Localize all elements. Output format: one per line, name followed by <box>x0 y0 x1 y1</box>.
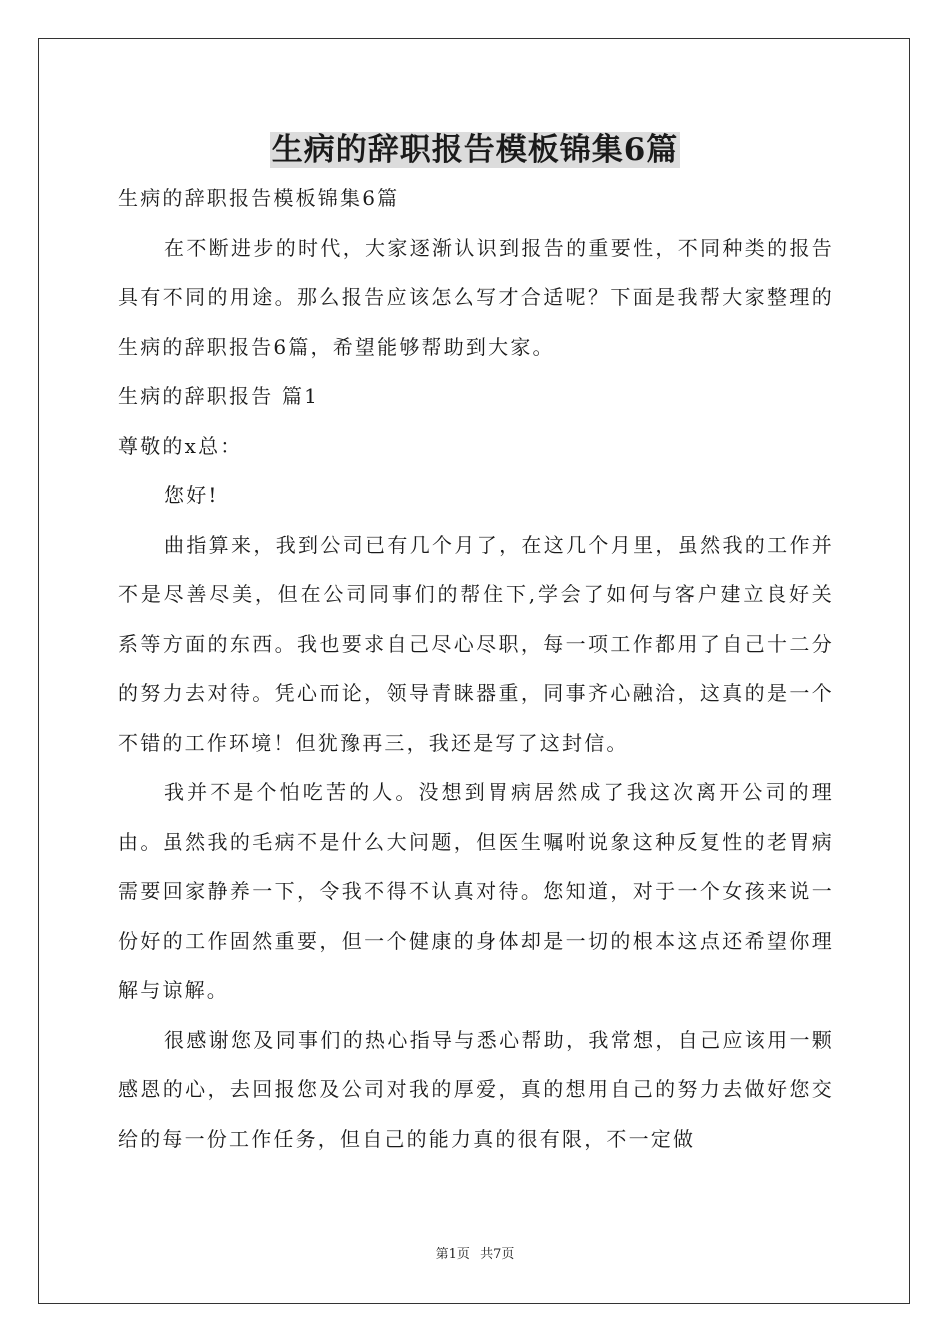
paragraph: 生病的辞职报告 篇1 <box>118 384 320 408</box>
paragraph: 曲指算来，我到公司已有几个月了，在这几个月里，虽然我的工作并不是尽善尽美，但在公司同事们的帮住下,学会了如何与客户建立良好关系等方面的东西。我也要求自己尽心尽职，每一项工作都用了自己十二分的努力去对待。凭心而论，领导青睐器重，同事齐心融洽，这真的是一个不错的工作环境！但犹豫再三，我还是写了这封信。 <box>118 532 834 755</box>
paragraph: 您好! <box>164 483 219 507</box>
page-footer <box>0 1246 950 1264</box>
paragraph: 在不断进步的时代，大家逐渐认识到报告的重要性，不同种类的报告具有不同的用途。那么报告应该怎么写才合适呢？下面是我帮大家整理的生病的辞职报告6篇，希望能够帮助到大家。 <box>118 235 834 359</box>
paragraph: 生病的辞职报告模板锦集6篇 <box>118 186 400 210</box>
document-body <box>118 174 834 1164</box>
page-number: 第1页 <box>435 1247 470 1262</box>
document-title <box>0 128 950 172</box>
document-title-text: 生病的辞职报告模板锦集6篇 <box>271 132 679 168</box>
paragraph: 我并不是个怕吃苦的人。没想到胃病居然成了我这次离开公司的理由。虽然我的毛病不是什么大问题，但医生嘱咐说象这种反复性的老胃病需要回家静养一下，令我不得不认真对待。您知道，对于一个女孩来说一份好的工作固然重要，但一个健康的身体却是一切的根本这点还希望你理解与谅解。 <box>118 780 834 1002</box>
paragraph: 尊敬的x总： <box>118 433 243 458</box>
paragraph: 很感谢您及同事们的热心指导与悉心帮助，我常想，自己应该用一颗感恩的心，去回报您及公司对我的厚爱，真的想用自己的努力去做好您交给的每一份工作任务，但自己的能力真的很有限，不一定做 <box>118 1027 834 1151</box>
page-total: 共7页 <box>480 1247 515 1262</box>
